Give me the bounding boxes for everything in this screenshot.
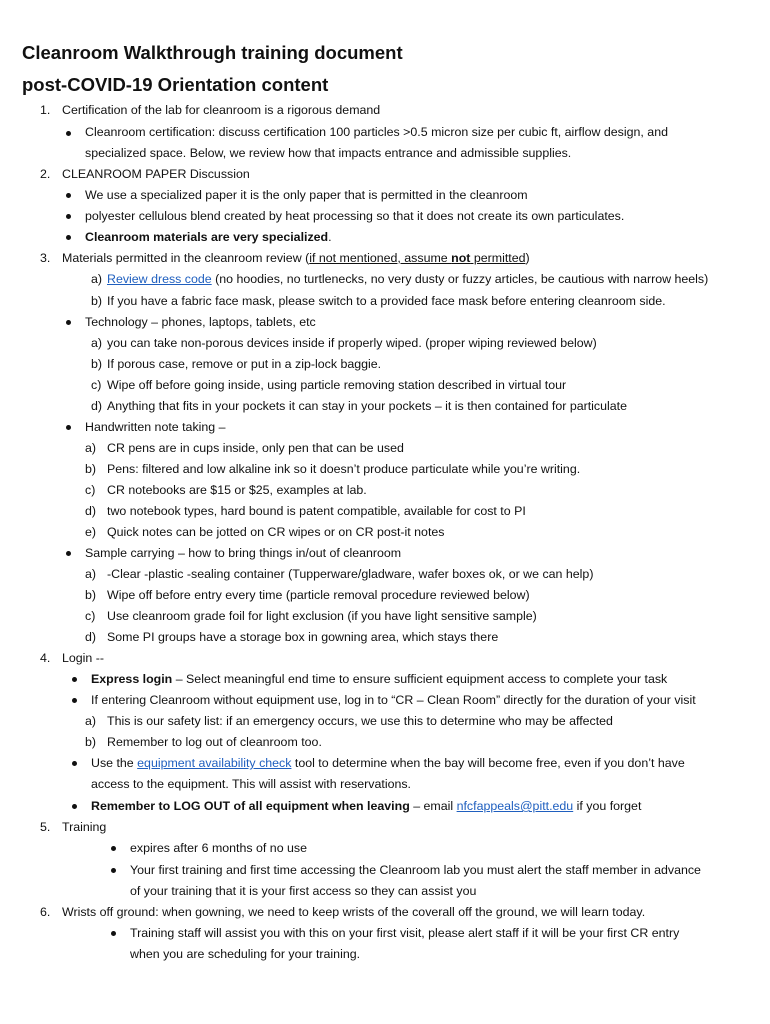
list-letter: b)	[85, 735, 97, 749]
list-letter: d)	[85, 630, 97, 644]
tech-item-d: Anything that fits in your pockets it can stay in your pockets – it is then contained for particulate	[107, 399, 627, 413]
s2-bullet-1: We use a specialized paper it is the only paper that is permitted in the cleanroom	[85, 188, 528, 202]
doc-subtitle: post-COVID-19 Orientation content	[22, 74, 329, 95]
s4-bullet-3-cont: access to the equipment. This will assist with reservations.	[91, 777, 411, 791]
bullet-icon	[72, 804, 77, 809]
list-letter: c)	[91, 378, 102, 392]
section-4-heading: Login --	[62, 651, 105, 665]
s3-heading-pre: Materials permitted in the cleanroom review (	[62, 251, 310, 265]
section-1-heading: Certification of the lab for cleanroom is a rigorous demand	[62, 103, 381, 117]
s3-heading-u3: permitted	[470, 251, 526, 265]
bullet-icon	[111, 868, 116, 873]
list-letter: e)	[85, 525, 97, 539]
s4-bullet-3-pre: Use the	[91, 756, 138, 770]
hand-item-a: CR pens are in cups inside, only pen that can be used	[107, 441, 404, 455]
s3-handwritten: Handwritten note taking –	[85, 420, 226, 434]
s3-item-a-tail: (no hoodies, no turtlenecks, no very dusty or fuzzy articles, be cautious with narrow heels)	[211, 272, 709, 286]
s5-bullet-2: Your first training and first time accessing the Cleanroom lab you must alert the staff member in advance	[130, 863, 701, 877]
bullet-icon	[111, 931, 116, 936]
dress-code-link[interactable]: Review dress code	[107, 272, 212, 286]
equipment-availability-link[interactable]: equipment availability check	[137, 756, 292, 770]
bullet-icon	[66, 214, 71, 219]
bullet-icon	[66, 131, 71, 136]
s4-bullet-2: If entering Cleanroom without equipment use, log in to “CR – Clean Room” directly for the duration of your visit	[91, 693, 696, 707]
bullet-icon	[66, 551, 71, 556]
list-letter: a)	[85, 714, 97, 728]
list-letter: d)	[91, 399, 103, 413]
tech-item-b: If porous case, remove or put in a zip-lock baggie.	[107, 357, 382, 371]
section-number: 5.	[40, 820, 51, 834]
s2-bullet-3	[85, 229, 332, 245]
list-letter: a)	[85, 567, 97, 581]
s4-item-a: This is our safety list: if an emergency occurs, we use this to determine who may be affected	[107, 714, 613, 728]
hand-item-b: Pens: filtered and low alkaline ink so it doesn’t produce particulate while you’re writing.	[107, 462, 581, 476]
bullet-icon	[111, 846, 116, 851]
section-number: 3.	[40, 251, 51, 265]
s4-item-b: Remember to log out of cleanroom too.	[107, 735, 322, 749]
appeals-email-link[interactable]: nfcfappeals@pitt.edu	[456, 799, 574, 813]
bullet-icon	[66, 320, 71, 325]
tech-item-c: Wipe off before going inside, using particle removing station described in virtual tour	[107, 378, 567, 392]
section-number: 1.	[40, 103, 51, 117]
s3-heading-post: )	[525, 251, 530, 265]
sample-item-b: Wipe off before entry every time (particle removal procedure reviewed below)	[107, 588, 530, 602]
sample-item-d: Some PI groups have a storage box in gowning area, which stays there	[107, 630, 499, 644]
list-letter: c)	[85, 483, 96, 497]
express-login-label: Express login	[91, 672, 173, 686]
sample-item-c: Use cleanroom grade foil for light exclusion (if you have light sensitive sample)	[107, 609, 537, 623]
list-letter: a)	[91, 336, 103, 350]
section-2-heading: CLEANROOM PAPER Discussion	[62, 167, 250, 181]
s3-heading-not: not	[451, 251, 471, 265]
s2-bullet-3-bold: Cleanroom materials are very specialized	[85, 230, 329, 244]
section-6-heading: Wrists off ground: when gowning, we need to keep wrists of the coverall off the ground, we will learn today.	[62, 905, 646, 919]
section-number: 2.	[40, 167, 51, 181]
s3-item-b: If you have a fabric face mask, please switch to a provided face mask before entering cleanroom side.	[107, 294, 666, 308]
list-letter: d)	[85, 504, 97, 518]
s6-bullet-1-cont: when you are scheduling for your training.	[130, 947, 361, 961]
list-letter: a)	[91, 272, 103, 286]
list-letter: a)	[85, 441, 97, 455]
s3-heading-u1: if not mentioned, assume	[309, 251, 452, 265]
hand-item-d: two notebook types, hard bound is patent compatible, available for cost to PI	[107, 504, 526, 518]
bullet-icon	[66, 193, 71, 198]
s1-bullet-text-cont: specialized space. Below, we review how that impacts entrance and admissible supplies.	[85, 146, 572, 160]
s4-bullet-1	[91, 671, 667, 687]
logout-reminder: Remember to LOG OUT of all equipment when leaving	[91, 799, 410, 813]
hand-item-c: CR notebooks are $15 or $25, examples at lab.	[107, 483, 367, 497]
s4-bullet-3-tail: tool to determine when the bay will become free, even if you don’t have	[291, 756, 685, 770]
tech-item-a: you can take non-porous devices inside if properly wiped. (proper wiping reviewed below)	[107, 336, 597, 350]
doc-title: Cleanroom Walkthrough training document	[22, 42, 403, 63]
s4-bullet-3	[91, 755, 685, 771]
s2-bullet-2: polyester cellulous blend created by heat processing so that it does not create its own particulates.	[85, 209, 625, 223]
list-letter: b)	[91, 357, 103, 371]
sample-item-a: -Clear -plastic -sealing container (Tupperware/gladware, wafer boxes ok, or we can help)	[107, 567, 594, 581]
section-3-heading	[62, 250, 530, 266]
bullet-icon	[72, 761, 77, 766]
bullet-icon	[66, 235, 71, 240]
list-letter: b)	[85, 588, 97, 602]
s5-bullet-1: expires after 6 months of no use	[130, 841, 308, 855]
s3-sample-carrying: Sample carrying – how to bring things in/out of cleanroom	[85, 546, 402, 560]
s5-bullet-2-cont: of your training that it is your first access so they can assist you	[130, 884, 477, 898]
hand-item-e: Quick notes can be jotted on CR wipes or on CR post-it notes	[107, 525, 445, 539]
bullet-icon	[72, 698, 77, 703]
s2-bullet-3-tail: .	[328, 230, 332, 244]
section-number: 4.	[40, 651, 51, 665]
section-number: 6.	[40, 905, 51, 919]
list-letter: b)	[91, 294, 103, 308]
section-5-heading: Training	[62, 820, 107, 834]
s3-item-a	[107, 271, 708, 287]
s4-bullet-4	[91, 798, 641, 814]
s4-bullet-4-mid: – email	[409, 799, 457, 813]
list-letter: b)	[85, 462, 97, 476]
s4-bullet-4-tail: if you forget	[573, 799, 642, 813]
s4-bullet-1-tail: – Select meaningful end time to ensure sufficient equipment access to complete your task	[172, 672, 668, 686]
s3-technology: Technology – phones, laptops, tablets, etc	[85, 315, 316, 329]
bullet-icon	[72, 677, 77, 682]
bullet-icon	[66, 425, 71, 430]
list-letter: c)	[85, 609, 96, 623]
s6-bullet-1: Training staff will assist you with this on your first visit, please alert staff if it will be your first CR entry	[130, 926, 680, 940]
s1-bullet-text: Cleanroom certification: discuss certification 100 particles >0.5 micron size per cubic ft, airflow design, and	[85, 125, 668, 139]
